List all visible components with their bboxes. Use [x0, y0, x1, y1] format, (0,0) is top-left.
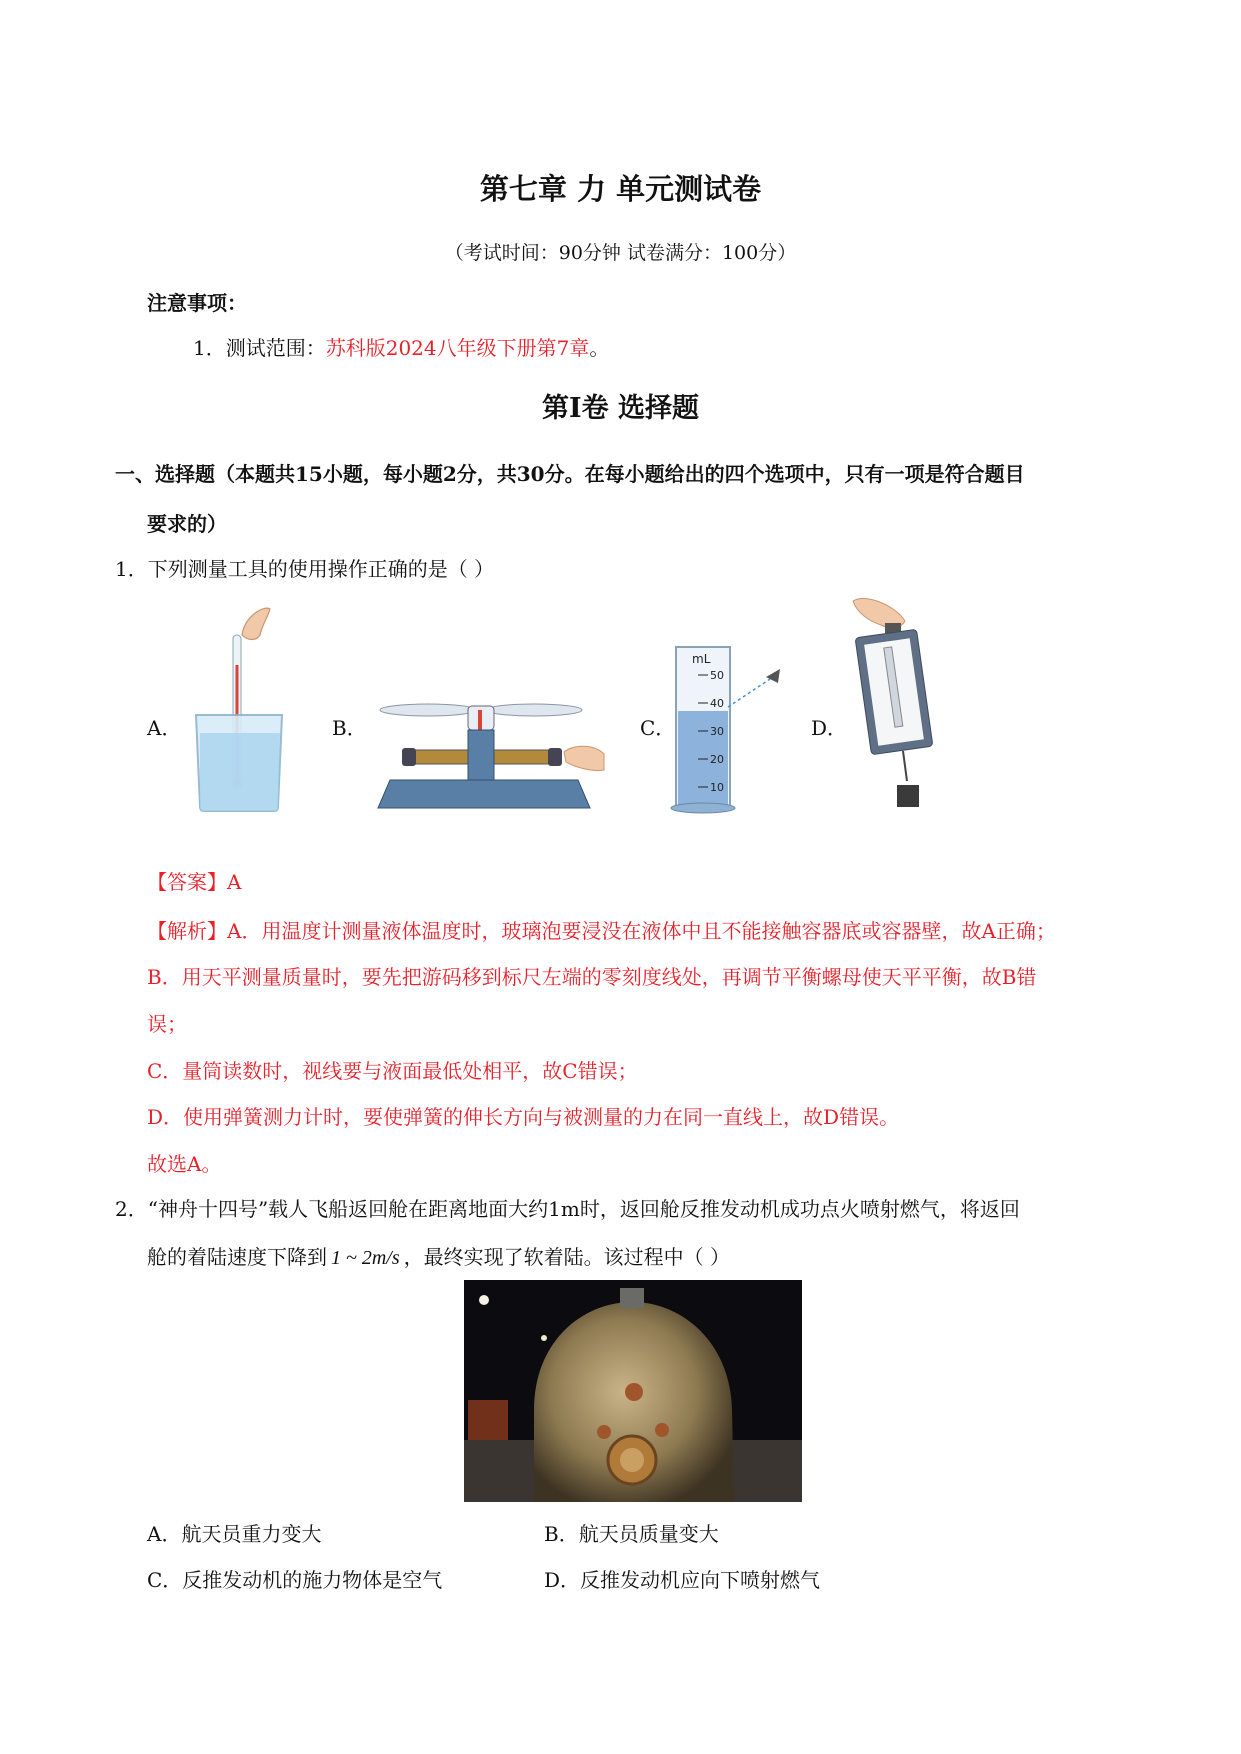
balance-scale-figure	[368, 700, 618, 812]
spring-scale-figure	[845, 595, 965, 820]
cylinder-tick-20: 20	[710, 753, 724, 766]
cylinder-tick-50: 50	[710, 669, 724, 682]
q1-option-d-label: D．	[811, 716, 848, 740]
q2-stem-line2-b: ，最终实现了软着陆。该过程中（ ）	[403, 1245, 730, 1269]
q1-analysis-line-3: 误；	[147, 1012, 187, 1036]
q2-option-b: B．航天员质量变大	[544, 1522, 719, 1546]
notes-item-1-prefix: 1．测试范围：	[193, 336, 326, 360]
q2-stem-line1: 2．“神舟十四号”载人飞船返回舱在距离地面大约1m时，返回舱反推发动机成功点火喷射燃气，将返回	[115, 1197, 1020, 1221]
q2-stem-line2-a: 舱的着陆速度下降到	[147, 1245, 327, 1269]
cylinder-tick-30: 30	[710, 725, 724, 738]
thermometer-beaker-figure	[190, 605, 290, 815]
q1-analysis-line-2: B．用天平测量质量时，要先把游码移到标尺左端的零刻度线处，再调节平衡螺母使天平平衡，故B错	[147, 965, 1037, 989]
q1-answer-tag: 【答案】	[147, 870, 227, 894]
q1-answer	[147, 866, 241, 895]
q1-answer-value: A	[227, 870, 242, 894]
exam-info: （考试时间：90分钟 试卷满分：100分）	[444, 242, 797, 264]
q1-analysis-line-4: C．量筒读数时，视线要与液面最低处相平，故C错误；	[147, 1059, 638, 1083]
q1-option-a-label: A．	[147, 716, 182, 740]
q2-stem-line2	[147, 1241, 730, 1270]
q2-option-a: A．航天员重力变大	[147, 1522, 322, 1546]
reentry-capsule-photo	[464, 1280, 802, 1502]
q2-option-c: C．反推发动机的施力物体是空气	[147, 1568, 443, 1592]
graduated-cylinder-figure	[670, 641, 790, 816]
notes-item-1-scope: 苏科版2024八年级下册第7章	[325, 336, 590, 360]
page-title: 第七章 力 单元测试卷	[479, 172, 762, 206]
notes-item-1	[193, 332, 609, 361]
section-title: 第Ⅰ卷 选择题	[541, 393, 700, 424]
q1-option-c-label: C．	[640, 716, 676, 740]
notes-item-1-suffix: 。	[589, 336, 610, 360]
part1-instructions-line1: 一、选择题（本题共15小题，每小题2分，共30分。在每小题给出的四个选项中，只有一项是符合题目	[115, 462, 1025, 486]
q1-analysis-tag: 【解析】	[147, 919, 227, 943]
q1-analysis-text-1: A．用温度计测量液体温度时，玻璃泡要浸没在液体中且不能接触容器底或容器壁，故A正确；	[227, 919, 1056, 943]
part1-instructions-line2: 要求的）	[147, 512, 227, 536]
q1-analysis-line-5: D．使用弹簧测力计时，要使弹簧的伸长方向与被测量的力在同一直线上，故D错误。	[147, 1105, 900, 1129]
cylinder-tick-10: 10	[710, 781, 724, 794]
cylinder-unit-label: mL	[692, 652, 711, 666]
q2-speed-range: 1 ~ 2m/s	[331, 1247, 400, 1269]
q1-stem: 1．下列测量工具的使用操作正确的是（ ）	[115, 557, 495, 581]
q2-option-d: D．反推发动机应向下喷射燃气	[544, 1568, 821, 1592]
q1-analysis-line-1	[147, 915, 1056, 944]
cylinder-tick-40: 40	[710, 697, 724, 710]
q1-conclusion: 故选A。	[147, 1152, 222, 1176]
q1-option-b-label: B．	[332, 716, 367, 740]
notes-heading: 注意事项：	[147, 291, 247, 315]
